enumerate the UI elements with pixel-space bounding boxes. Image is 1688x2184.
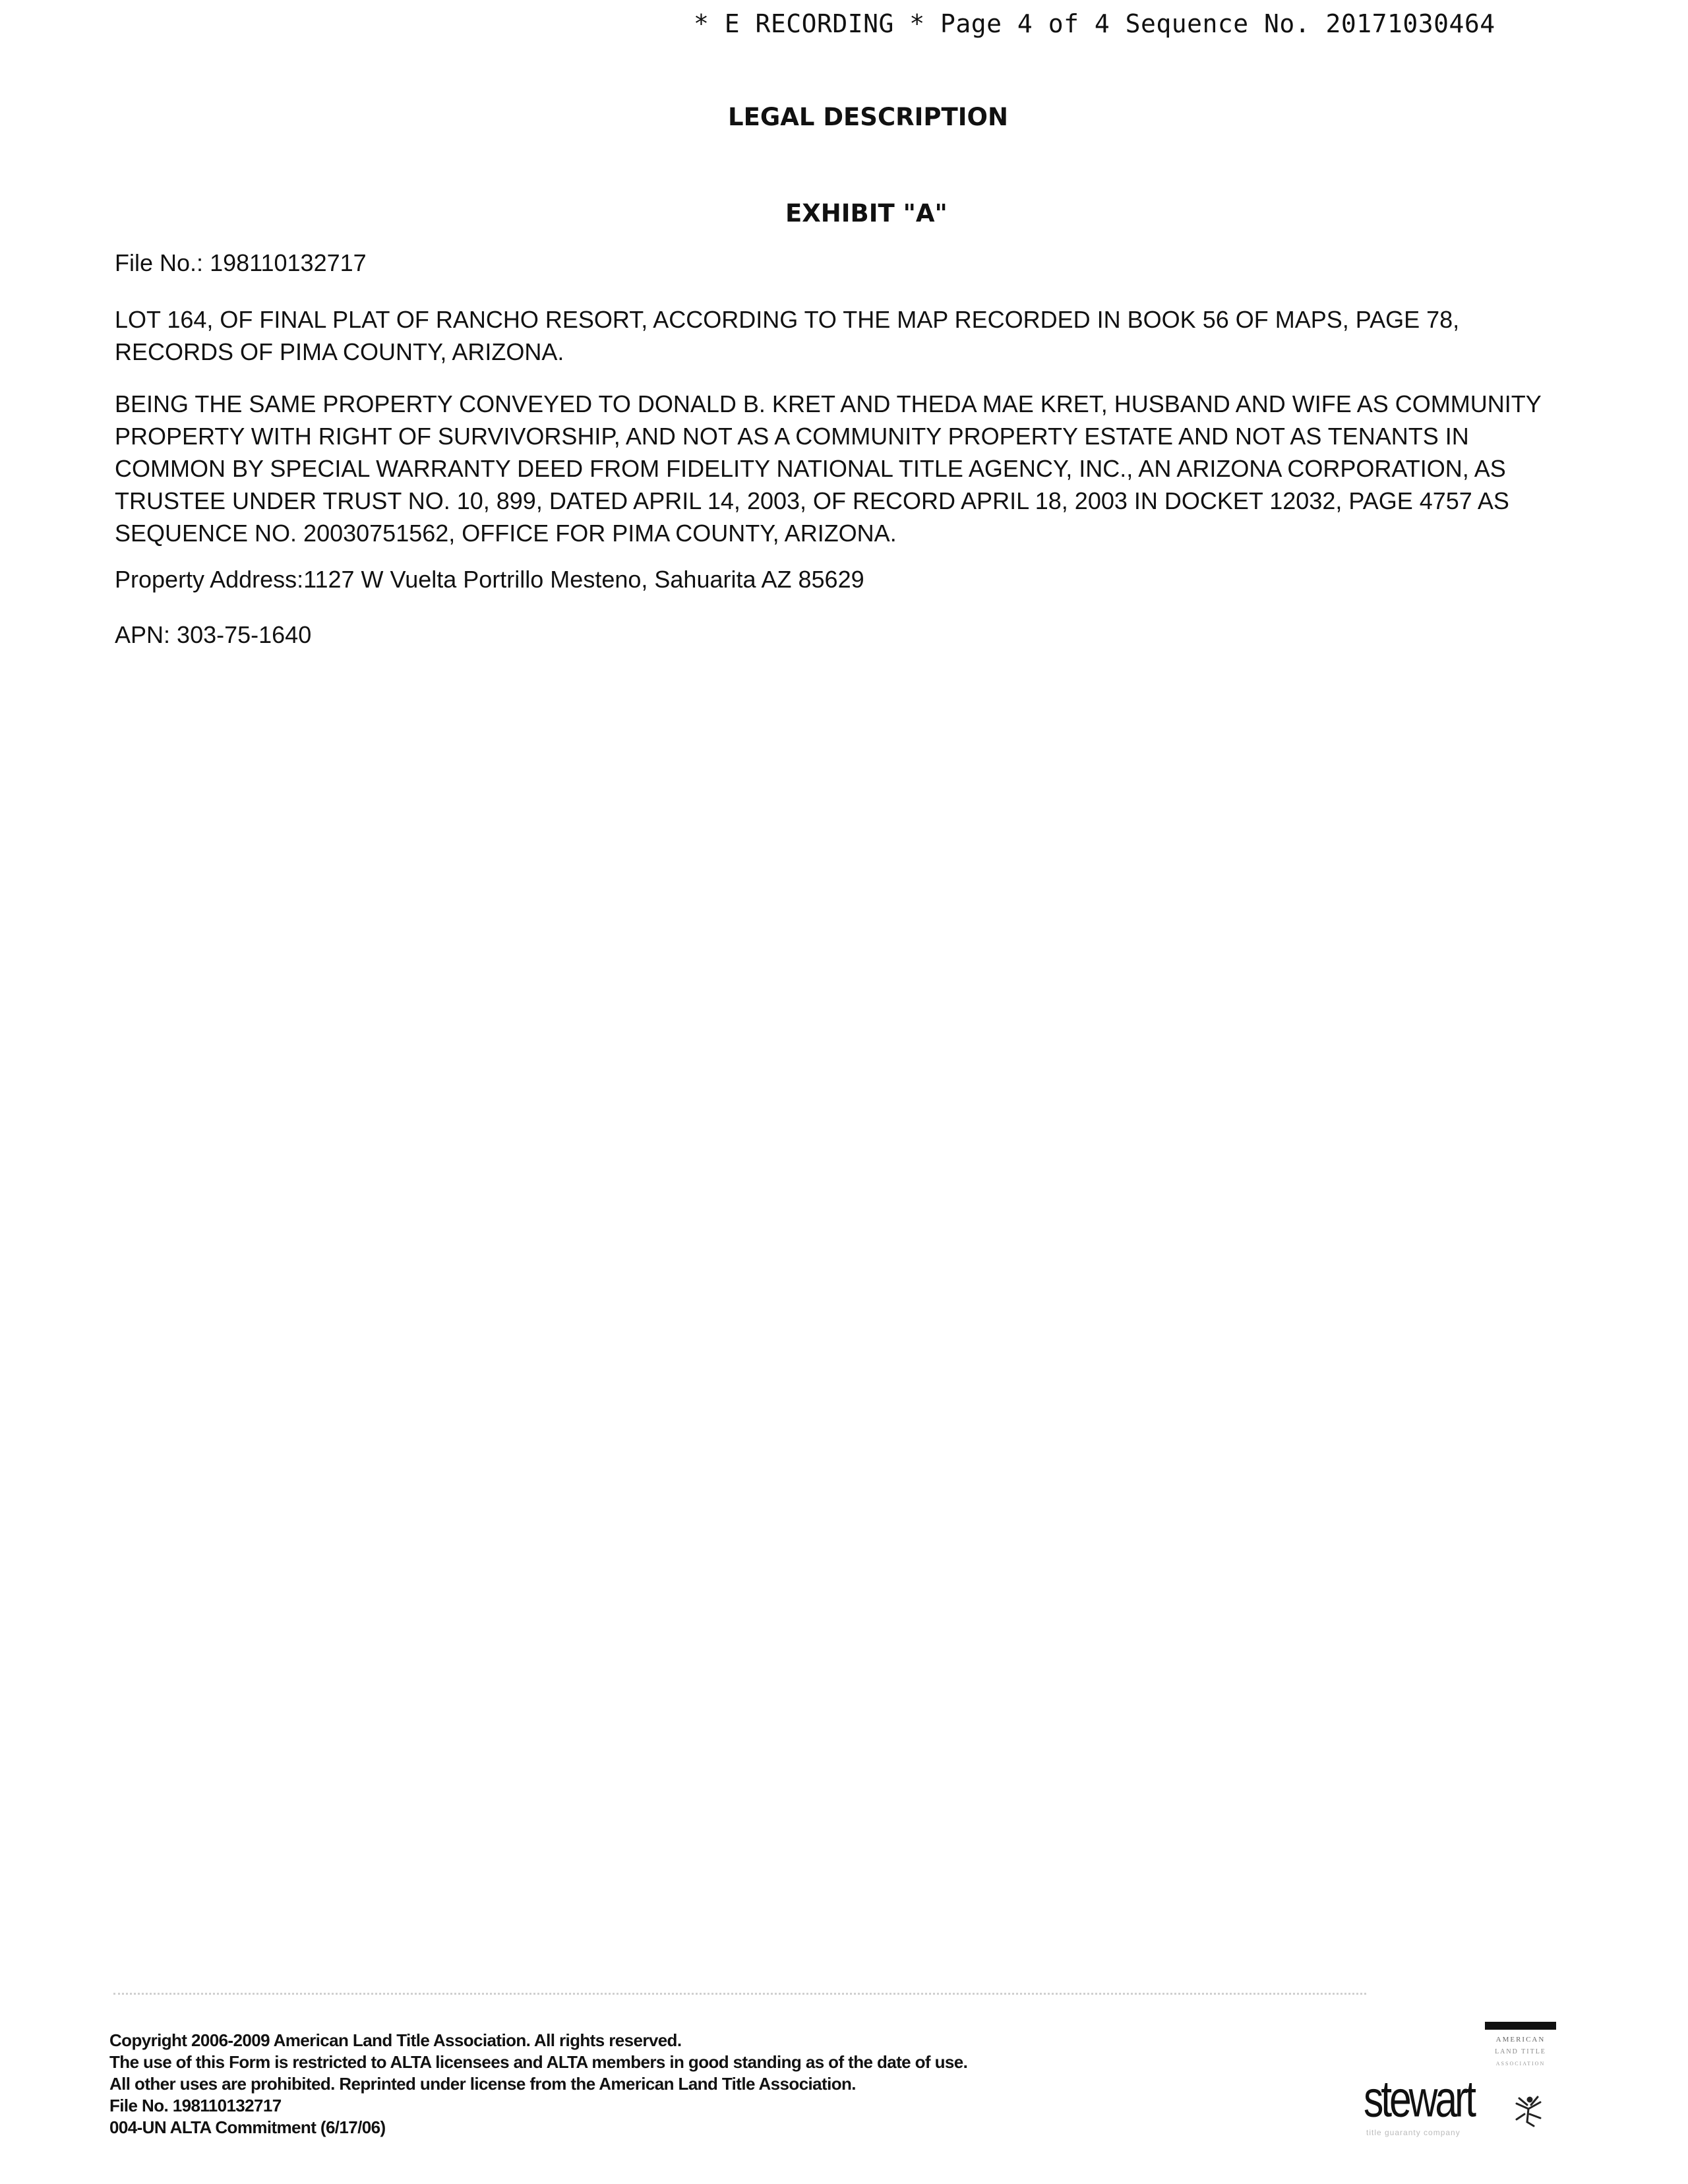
recording-header: * E RECORDING * Page 4 of 4 Sequence No. 20171030464 — [694, 9, 1495, 38]
footer-line: All other uses are prohibited. Reprinted under license from the American Land Title Association. — [109, 2074, 856, 2094]
file-number-value: 198110132717 — [210, 249, 367, 276]
property-address-line — [115, 563, 864, 595]
footer-line: Copyright 2006-2009 American Land Title Association. All rights reserved. — [109, 2030, 682, 2050]
footer-line: File No. 198110132717 — [109, 2096, 282, 2115]
property-address-value: 1127 W Vuelta Portrillo Mesteno, Sahuarita AZ 85629 — [303, 566, 864, 593]
apn-label: APN: — [115, 621, 171, 648]
footer-notice — [109, 2030, 967, 2138]
file-number-line — [115, 247, 367, 279]
page-title: LEGAL DESCRIPTION — [728, 103, 1008, 131]
stewart-logo — [1364, 2071, 1561, 2143]
paragraph-line: TRUSTEE UNDER TRUST NO. 10, 899, DATED APRIL 14, 2003, OF RECORD APRIL 18, 2003 IN DOCKET 12032, PAGE 4757 AS — [115, 487, 1509, 514]
svg-text:stewart: stewart — [1364, 2071, 1474, 2128]
paragraph-line: LOT 164, OF FINAL PLAT OF RANCHO RESORT, ACCORDING TO THE MAP RECORDED IN BOOK 56 OF MAPS, PAGE 78, — [115, 306, 1460, 333]
eagle-icon — [1517, 2097, 1540, 2126]
apn-value: 303-75-1640 — [177, 621, 312, 648]
paragraph-line: RECORDS OF PIMA COUNTY, ARIZONA. — [115, 338, 564, 365]
lot-paragraph — [115, 303, 1579, 368]
conveyance-paragraph — [115, 388, 1612, 549]
paragraph-line: PROPERTY WITH RIGHT OF SURVIVORSHIP, AND NOT AS A COMMUNITY PROPERTY ESTATE AND NOT AS TENANTS IN — [115, 423, 1469, 450]
svg-text:AMERICAN: AMERICAN — [1495, 2036, 1546, 2044]
apn-line — [115, 619, 311, 651]
file-number-label: File No.: — [115, 249, 204, 276]
paragraph-line: BEING THE SAME PROPERTY CONVEYED TO DONALD B. KRET AND THEDA MAE KRET, HUSBAND AND WIFE AS COMMUNITY — [115, 390, 1542, 417]
svg-text:title guaranty company: title guaranty company — [1366, 2128, 1461, 2137]
alta-logo — [1484, 2022, 1557, 2072]
property-address-label: Property Address: — [115, 566, 304, 593]
paragraph-line: SEQUENCE NO. 20030751562, OFFICE FOR PIMA COUNTY, ARIZONA. — [115, 520, 897, 547]
svg-text:ASSOCIATION: ASSOCIATION — [1495, 2061, 1546, 2067]
exhibit-heading: EXHIBIT "A" — [785, 199, 948, 228]
footer-line: 004-UN ALTA Commitment (6/17/06) — [109, 2117, 386, 2137]
footer-line: The use of this Form is restricted to ALTA licensees and ALTA members in good standing as of the date of use. — [109, 2052, 968, 2072]
footer-divider — [113, 1993, 1366, 1995]
svg-text:LAND TITLE: LAND TITLE — [1495, 2048, 1546, 2055]
paragraph-line: COMMON BY SPECIAL WARRANTY DEED FROM FIDELITY NATIONAL TITLE AGENCY, INC., AN ARIZONA CORPORATION, AS — [115, 455, 1506, 482]
